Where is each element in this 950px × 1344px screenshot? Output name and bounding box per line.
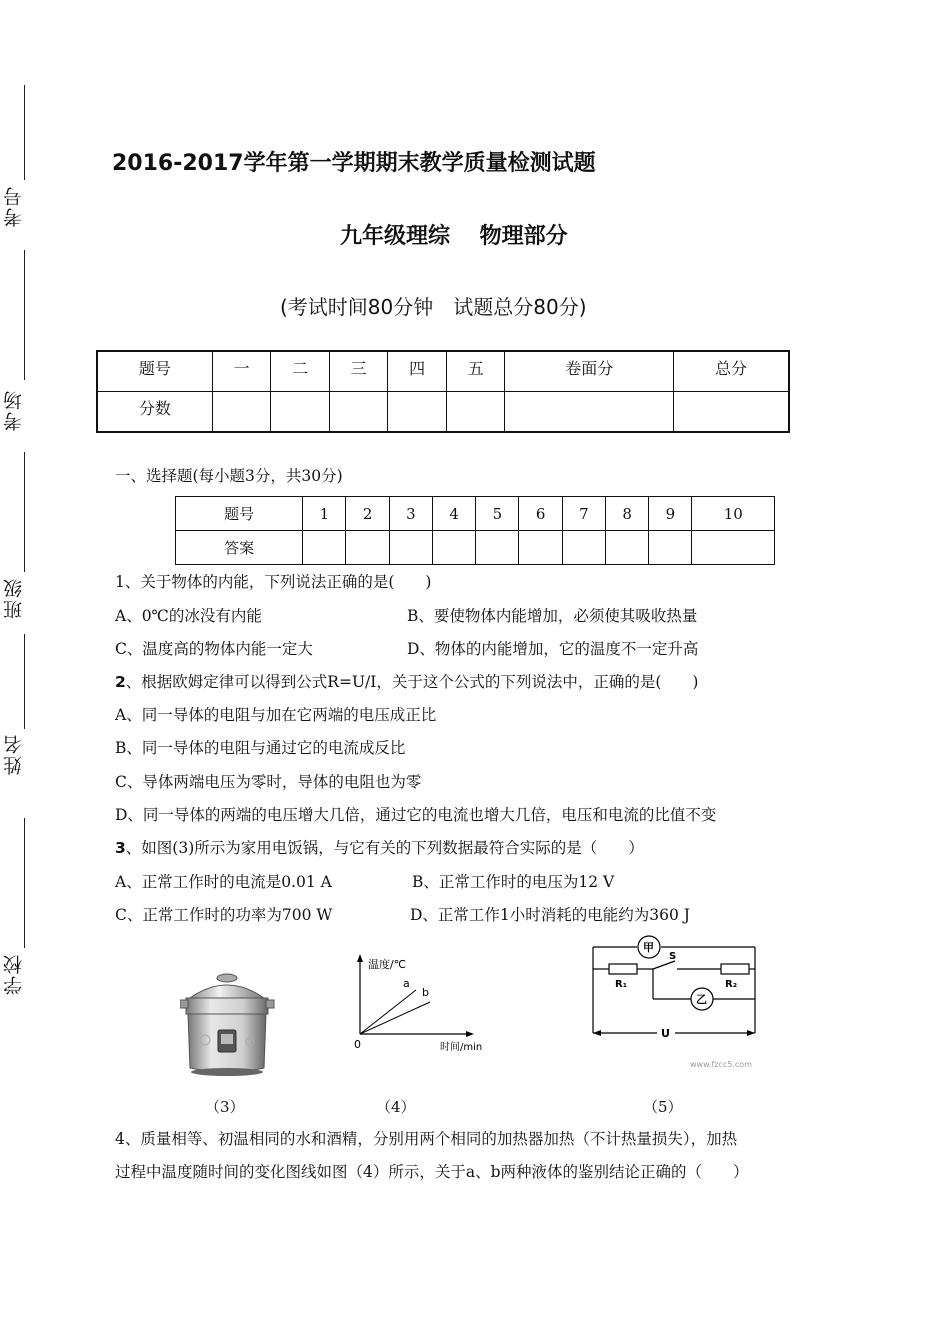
circuit-diagram xyxy=(585,935,765,1075)
table-cell: 2 xyxy=(346,497,389,531)
option-d: D、同一导体的两端的电压增大几倍，通过它的电流也增大几倍，电压和电流的比值不变 xyxy=(115,806,717,824)
score-input-cell[interactable] xyxy=(271,392,330,433)
voltage-label: U xyxy=(661,1027,670,1040)
score-input-cell[interactable] xyxy=(505,392,674,433)
table-cell: 9 xyxy=(649,497,692,531)
question-stem-continued: 过程中温度随时间的变化图线如图（4）所示，关于a、b两种液体的鉴别结论正确的（ ） xyxy=(115,1163,749,1181)
resistor-r1 xyxy=(609,964,637,974)
origin-label: 0 xyxy=(354,1038,361,1051)
option-b: B、要使物体内能增加，必须使其吸收热量 xyxy=(407,607,698,625)
table-cell: 二 xyxy=(271,351,330,392)
table-cell: 总分 xyxy=(674,351,789,392)
answer-input-cell[interactable] xyxy=(346,531,389,565)
score-input-cell[interactable] xyxy=(674,392,789,433)
line-b-label: b xyxy=(422,986,429,999)
question-text: 、根据欧姆定律可以得到公式R=U/I，关于这个公式的下列说法中，正确的是( ) xyxy=(125,673,699,691)
resistor-r2 xyxy=(721,964,749,974)
score-table xyxy=(96,350,790,433)
meter-jia-label: 甲 xyxy=(643,941,654,954)
option-b: B、同一导体的电阻与通过它的电流成反比 xyxy=(115,739,406,757)
side-school-label: 学校 xyxy=(3,953,25,995)
answer-table xyxy=(175,496,775,565)
option-a: A、同一导体的电阻与加在它两端的电压成正比 xyxy=(115,706,437,724)
table-cell: 6 xyxy=(519,497,562,531)
resistor-r1-label: R₁ xyxy=(615,979,628,990)
table-cell: 10 xyxy=(692,497,775,531)
binding-line xyxy=(24,85,25,180)
page-subtitle: 九年级理综 物理部分 xyxy=(340,224,568,249)
table-cell: 三 xyxy=(329,351,388,392)
option-c: C、温度高的物体内能一定大 xyxy=(115,640,313,658)
table-row xyxy=(176,497,775,531)
line-a-label: a xyxy=(403,977,410,990)
answer-input-cell[interactable] xyxy=(605,531,648,565)
table-cell: 8 xyxy=(605,497,648,531)
x-axis-label: 时间/min xyxy=(440,1042,483,1052)
question-text: 、如图(3)所示为家用电饭锅，与它有关的下列数据最符合实际的是（ ） xyxy=(125,839,644,857)
figure-4-caption: （4） xyxy=(376,1098,416,1116)
table-cell: 题号 xyxy=(176,497,303,531)
arrow-left xyxy=(593,1030,601,1036)
table-cell: 5 xyxy=(476,497,519,531)
answer-input-cell[interactable] xyxy=(389,531,432,565)
table-cell: 7 xyxy=(562,497,605,531)
meter-yi-label: 乙 xyxy=(696,993,707,1006)
section-heading: 一、选择题(每小题3分，共30分) xyxy=(115,467,343,485)
score-input-cell[interactable] xyxy=(329,392,388,433)
rice-cooker-figure xyxy=(180,970,275,1078)
table-cell: 1 xyxy=(303,497,346,531)
table-cell: 卷面分 xyxy=(505,351,674,392)
table-cell: 答案 xyxy=(176,531,303,565)
side-class-label: 班级 xyxy=(3,577,25,619)
question-number: 3 xyxy=(115,839,126,857)
table-row xyxy=(176,531,775,565)
page-title: 2016-2017学年第一学期期末教学质量检测试题 xyxy=(112,151,596,176)
binding-line xyxy=(24,634,25,729)
figure-5-caption: （5） xyxy=(643,1098,683,1116)
question-stem xyxy=(115,838,644,858)
score-input-cell[interactable] xyxy=(212,392,271,433)
score-input-cell[interactable] xyxy=(446,392,505,433)
question-stem xyxy=(115,672,698,692)
table-cell: 五 xyxy=(446,351,505,392)
table-cell: 4 xyxy=(432,497,475,531)
temperature-time-graph xyxy=(348,952,498,1052)
table-cell: 四 xyxy=(388,351,447,392)
score-input-cell[interactable] xyxy=(388,392,447,433)
side-exam-room-label: 考场 xyxy=(3,389,25,431)
table-cell: 题号 xyxy=(97,351,212,392)
table-cell: 3 xyxy=(389,497,432,531)
figure-3-caption: （3） xyxy=(205,1098,245,1116)
resistor-r2-label: R₂ xyxy=(725,979,738,990)
binding-line xyxy=(24,250,25,380)
answer-input-cell[interactable] xyxy=(692,531,775,565)
option-d: D、物体的内能增加，它的温度不一定升高 xyxy=(407,640,699,658)
option-c: C、正常工作时的功率为700 W xyxy=(115,906,333,924)
arrow-right xyxy=(747,1030,755,1036)
table-row xyxy=(97,351,789,392)
side-name-label: 姓名 xyxy=(3,733,25,775)
question-number: 2 xyxy=(115,673,126,691)
binding-line xyxy=(24,452,25,572)
question-stem: 4、质量相等、初温相同的水和酒精，分别用两个相同的加热器加热（不计热量损失），加热 xyxy=(115,1130,738,1148)
y-axis-arrow xyxy=(357,954,363,962)
table-cell: 分数 xyxy=(97,392,212,433)
table-row xyxy=(97,392,789,433)
answer-input-cell[interactable] xyxy=(432,531,475,565)
option-a: A、0℃的冰没有内能 xyxy=(115,607,262,625)
answer-input-cell[interactable] xyxy=(519,531,562,565)
y-axis-label: 温度/℃ xyxy=(368,958,407,971)
answer-input-cell[interactable] xyxy=(562,531,605,565)
answer-input-cell[interactable] xyxy=(476,531,519,565)
option-a: A、正常工作时的电流是0.01 A xyxy=(115,873,332,891)
question-stem: 1、关于物体的内能，下列说法正确的是( ) xyxy=(115,573,432,591)
option-b: B、正常工作时的电压为12 V xyxy=(412,873,615,891)
watermark: www.fzcc5.com xyxy=(690,1060,752,1069)
exam-info: (考试时间80分钟 试题总分80分) xyxy=(280,295,587,319)
switch-label: S xyxy=(669,951,677,962)
table-cell: 一 xyxy=(212,351,271,392)
option-c: C、导体两端电压为零时，导体的电阻也为零 xyxy=(115,773,422,791)
binding-line xyxy=(24,818,25,948)
side-exam-no-label: 考号 xyxy=(3,185,25,227)
option-d: D、正常工作1小时消耗的电能约为360 J xyxy=(410,906,691,924)
answer-input-cell[interactable] xyxy=(303,531,346,565)
answer-input-cell[interactable] xyxy=(649,531,692,565)
x-axis-arrow xyxy=(466,1031,474,1037)
